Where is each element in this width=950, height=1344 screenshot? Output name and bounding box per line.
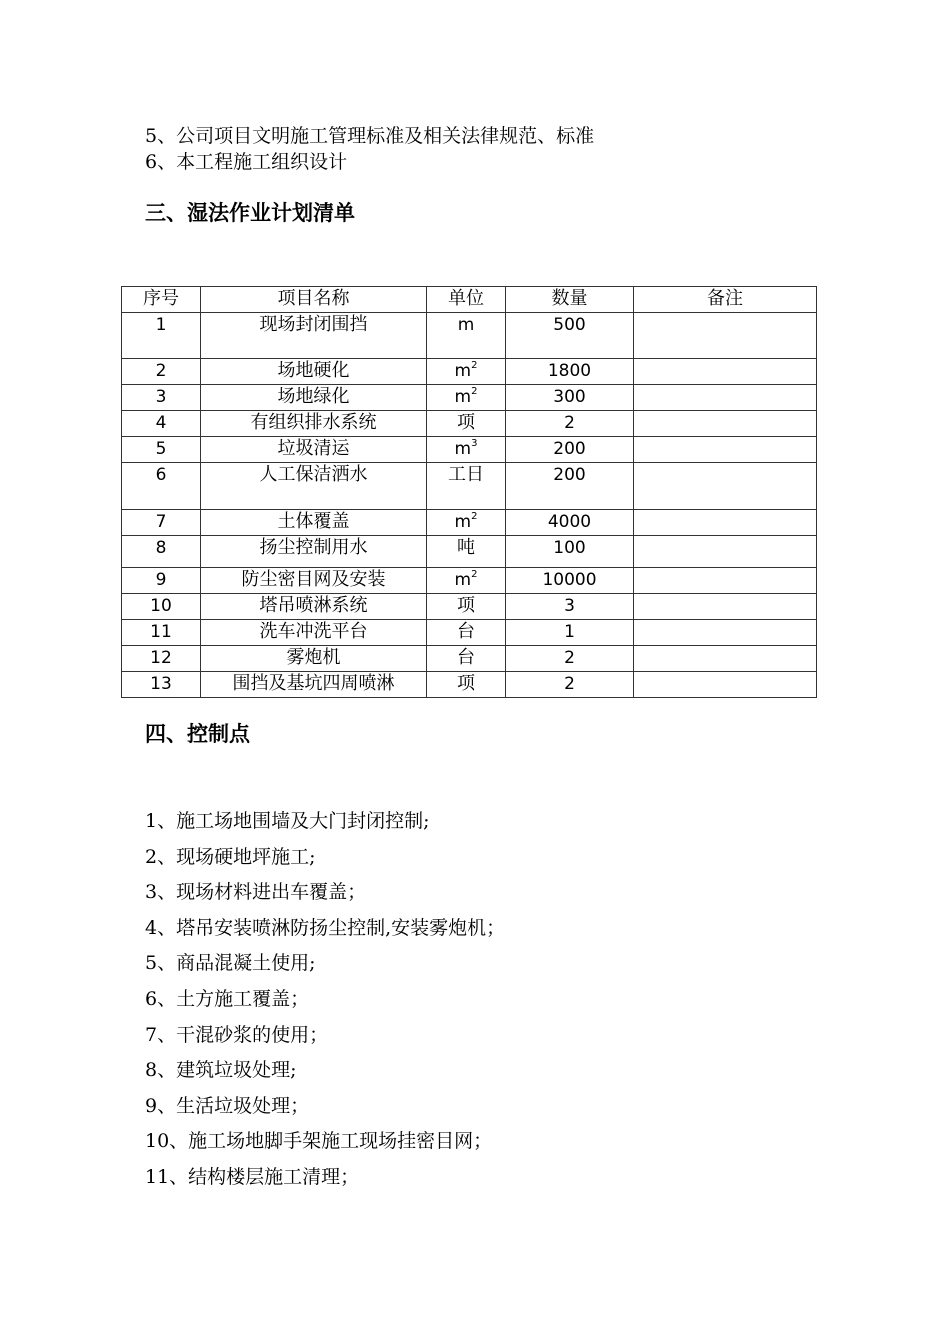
cell-unit [427,313,506,359]
cell-no [122,437,201,463]
cell-name-text: 有组织排水系统 [250,412,377,433]
cell-qty [506,463,634,510]
cell-name-text: 雾炮机 [286,647,341,668]
cell-no-text: 7 [155,512,167,532]
cell-name [201,437,427,463]
cell-no [122,646,201,672]
cell-no-text: 8 [155,538,167,558]
cell-note [634,594,817,620]
table-row [122,385,817,411]
cell-note [634,568,817,594]
cell-unit-text: 工日 [448,464,484,485]
cell-unit [427,411,506,437]
cell-no [122,510,201,536]
cell-name [201,510,427,536]
cell-qty [506,411,634,437]
header-unit: 单位 [427,287,506,313]
control-point-item: 7、干混砂浆的使用； [145,1024,329,1046]
cell-unit-text: m [454,387,472,407]
unit-exponent: 2 [471,360,478,372]
cell-no [122,313,201,359]
table-row [122,463,817,510]
control-point-item: 3、现场材料进出车覆盖； [145,881,367,903]
cell-qty [506,437,634,463]
header-qty: 数量 [506,287,634,313]
cell-qty [506,359,634,385]
cell-no-text: 12 [150,648,172,668]
cell-unit-text: m [454,439,472,459]
table-row [122,620,817,646]
cell-qty-text: 2 [564,648,575,668]
header-note: 备注 [634,287,817,313]
cell-unit-text: m [454,512,472,532]
table-row [122,646,817,672]
table-row [122,313,817,359]
cell-qty-text: 3 [564,596,575,616]
control-point-item: 5、商品混凝土使用; [145,952,316,974]
cell-unit-text: 台 [457,647,475,668]
cell-qty [506,510,634,536]
cell-name-text: 土体覆盖 [277,511,350,532]
cell-qty [506,313,634,359]
cell-qty [506,536,634,568]
cell-qty-text: 200 [553,439,586,459]
table-row [122,510,817,536]
cell-name [201,411,427,437]
cell-note [634,463,817,510]
cell-no-text: 10 [150,596,172,616]
cell-qty-text: 1800 [547,361,592,381]
cell-unit [427,463,506,510]
cell-note [634,437,817,463]
table-row [122,594,817,620]
cell-qty-text: 10000 [542,570,597,590]
cell-name [201,536,427,568]
cell-no-text: 5 [155,439,167,459]
cell-name [201,646,427,672]
cell-qty [506,646,634,672]
cell-note [634,620,817,646]
cell-name-text: 扬尘控制用水 [259,537,368,558]
cell-no-text: 1 [155,315,167,335]
cell-qty [506,594,634,620]
cell-unit-text: 项 [457,673,475,694]
cell-qty-text: 200 [553,465,586,485]
cell-unit-text: 项 [457,412,475,433]
cell-no-text: 11 [150,622,172,642]
cell-no-text: 9 [155,570,167,590]
cell-unit [427,646,506,672]
table-row [122,568,817,594]
control-point-item: 9、生活垃圾处理； [145,1095,310,1117]
cell-qty [506,620,634,646]
cell-qty-text: 100 [553,538,586,558]
cell-unit [427,437,506,463]
cell-no-text: 6 [155,465,167,485]
cell-no [122,536,201,568]
cell-qty-text: 2 [564,413,575,433]
table-row [122,536,817,568]
section-heading-wet-work-plan: 三、湿法作业计划清单 [145,201,355,225]
cell-unit-text: 项 [457,595,475,616]
control-point-item: 1、施工场地围墙及大门封闭控制; [145,810,430,832]
cell-unit [427,594,506,620]
cell-no [122,620,201,646]
control-point-item: 8、建筑垃圾处理; [145,1059,297,1081]
cell-unit-text: m [454,570,472,590]
cell-name-text: 洗车冲洗平台 [259,621,368,642]
cell-name [201,313,427,359]
cell-no-text: 2 [155,361,167,381]
cell-note [634,313,817,359]
cell-unit-text: 台 [457,621,475,642]
intro-line-6: 6、本工程施工组织设计 [145,151,348,173]
cell-no [122,672,201,698]
cell-unit [427,359,506,385]
cell-unit-text: 吨 [457,537,475,558]
cell-name-text: 场地硬化 [277,360,350,381]
control-point-item: 11、结构楼层施工清理； [145,1166,360,1188]
cell-name-text: 人工保洁洒水 [259,464,368,485]
cell-qty-text: 2 [564,674,575,694]
cell-no [122,385,201,411]
cell-qty-text: 300 [553,387,586,407]
cell-note [634,411,817,437]
cell-unit [427,536,506,568]
cell-note [634,646,817,672]
cell-name-text: 现场封闭围挡 [259,314,368,335]
table-row [122,437,817,463]
cell-qty-text: 1 [564,622,575,642]
cell-name [201,359,427,385]
cell-qty-text: 500 [553,315,586,335]
cell-qty-text: 4000 [547,512,592,532]
cell-name-text: 垃圾清运 [277,438,350,459]
cell-name [201,385,427,411]
cell-unit [427,672,506,698]
cell-unit-text: m [457,315,475,335]
header-name: 项目名称 [201,287,427,313]
table-header-row [122,287,817,313]
cell-name-text: 场地绿化 [277,386,350,407]
table-row [122,672,817,698]
control-point-item: 2、现场硬地坪施工; [145,846,316,868]
cell-name [201,568,427,594]
cell-unit [427,385,506,411]
cell-name [201,672,427,698]
unit-exponent: 2 [471,569,478,581]
cell-unit [427,620,506,646]
wet-work-plan-table [121,286,817,698]
cell-no-text: 4 [155,413,167,433]
unit-exponent: 2 [471,511,478,523]
cell-note [634,385,817,411]
header-no: 序号 [122,287,201,313]
cell-qty [506,672,634,698]
table-row [122,359,817,385]
cell-note [634,536,817,568]
control-point-item: 6、土方施工覆盖； [145,988,310,1010]
cell-name-text: 围挡及基坑四周喷淋 [232,673,395,694]
cell-no [122,411,201,437]
table-row [122,411,817,437]
cell-unit-text: m [454,361,472,381]
cell-no [122,594,201,620]
control-point-item: 10、施工场地脚手架施工现场挂密目网； [145,1130,493,1152]
intro-line-5: 5、公司项目文明施工管理标准及相关法律规范、标准 [145,125,595,147]
cell-note [634,510,817,536]
cell-name-text: 防尘密目网及安装 [241,569,386,590]
cell-no [122,359,201,385]
section-heading-control-points: 四、控制点 [145,722,250,746]
cell-name [201,594,427,620]
control-point-item: 4、塔吊安装喷淋防扬尘控制,安装雾炮机； [145,917,506,939]
cell-name-text: 塔吊喷淋系统 [259,595,368,616]
cell-unit [427,568,506,594]
unit-exponent: 2 [471,386,478,398]
cell-qty [506,385,634,411]
cell-qty [506,568,634,594]
cell-name [201,463,427,510]
cell-no-text: 3 [155,387,167,407]
cell-no [122,568,201,594]
cell-name [201,620,427,646]
cell-note [634,359,817,385]
table-body [122,313,817,698]
unit-exponent: 3 [471,438,478,450]
cell-no [122,463,201,510]
cell-note [634,672,817,698]
cell-no-text: 13 [150,674,172,694]
cell-unit [427,510,506,536]
